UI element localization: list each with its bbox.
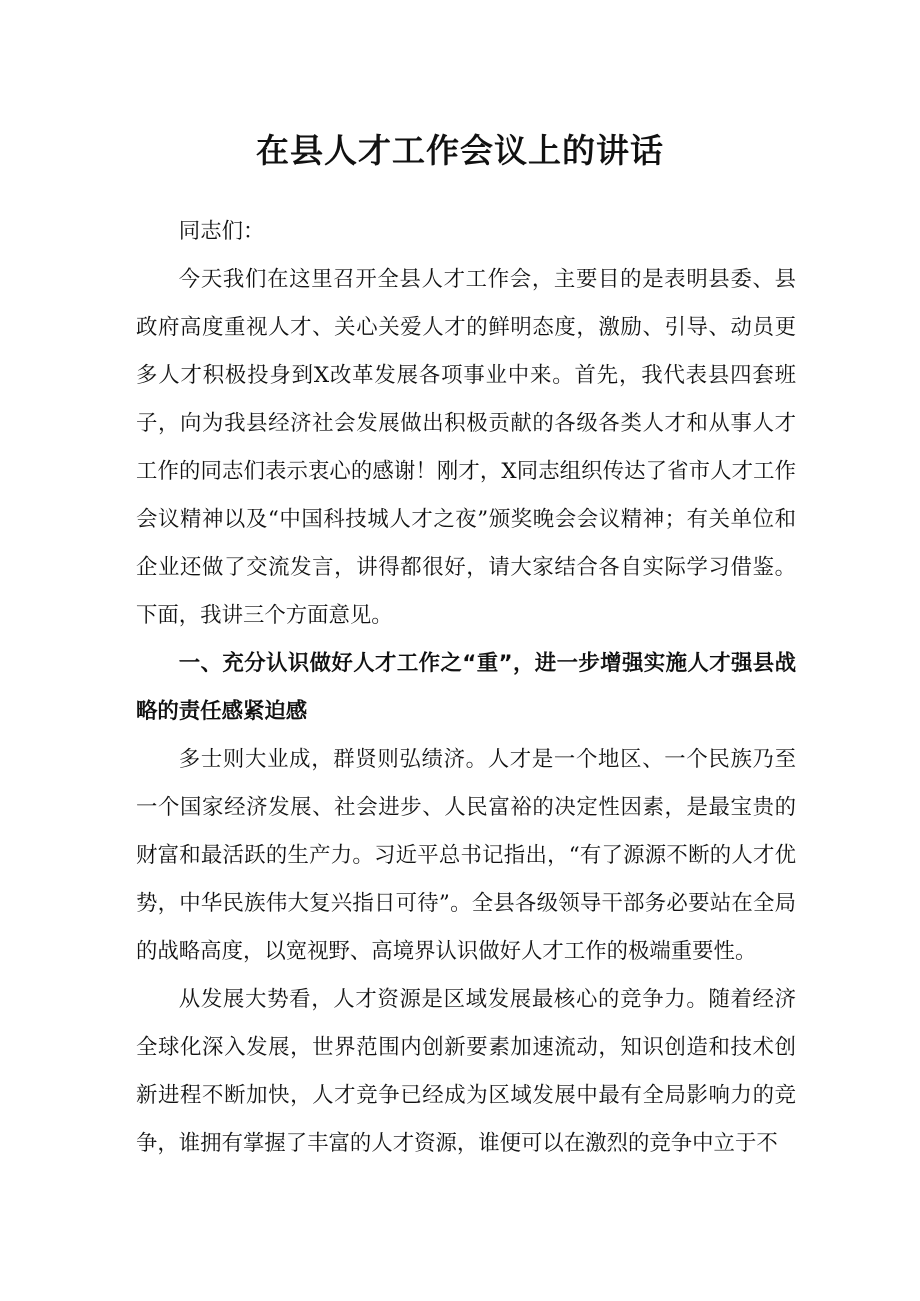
section-heading: 一、充分认识做好人才工作之“重”，进一步增强实施人才强县战略的责任感紧迫感 <box>136 651 796 724</box>
section-paragraph-1: 多士则大业成，群贤则弘绩济。人才是一个地区、一个民族乃至一个国家经济发展、社会进步、人民富裕的决定性因素，是最宝贵的财富和最活跃的生产力。习近平总书记指出，“有了源源不断的人才优势，中华民族伟大复兴指日可待”。全县各级领导干部务必要站在全局的战略高度，以宽视野、高境界认识做好人才工作的极端重要性。 <box>136 747 796 964</box>
document-body <box>136 208 796 1168</box>
section-paragraph-2: 从发展大势看，人才资源是区域发展最核心的竞争力。随着经济全球化深入发展，世界范围内创新要素加速流动，知识创造和技术创新进程不断加快，人才竞争已经成为区域发展中最有全局影响力的竞争，谁拥有掌握了丰富的人才资源，谁便可以在激烈的竞争中立于不 <box>136 987 796 1156</box>
document-title: 在县人才工作会议上的讲话 <box>256 131 664 170</box>
intro-paragraph: 今天我们在这里召开全县人才工作会，主要目的是表明县委、县政府高度重视人才、关心关爱人才的鲜明态度，激励、引导、动员更多人才积极投身到X改革发展各项事业中来。首先，我代表县四套班子，向为我县经济社会发展做出积极贡献的各级各类人才和从事人才工作的同志们表示衷心的感谢！刚才，X同志组织传达了省市人才工作会议精神以及“中国科技城人才之夜”颁奖晚会会议精神；有关单位和企业还做了交流发言，讲得都很好，请大家结合各自实际学习借鉴。下面，我讲三个方面意见。 <box>136 267 796 628</box>
salutation: 同志们： <box>178 219 265 244</box>
